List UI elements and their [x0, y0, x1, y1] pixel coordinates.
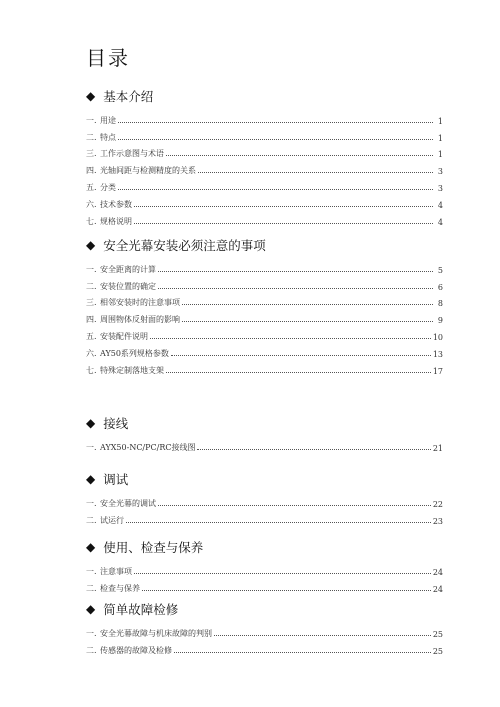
toc-entry[interactable] [86, 258, 443, 275]
entry-label: 相邻安装时的注意事项 [100, 298, 180, 308]
entry-page-number: 21 [432, 443, 443, 453]
entry-label: 试运行 [100, 515, 124, 525]
toc-entry[interactable] [86, 176, 443, 193]
entry-page-number: 25 [432, 629, 443, 639]
entry-page-number: 22 [432, 499, 443, 509]
entry-label: 分类 [100, 182, 116, 192]
section-heading [86, 414, 443, 432]
diamond-bullet-icon: ◆ [86, 89, 96, 103]
entry-number: 五. [86, 182, 97, 192]
entry-label: 传感器的故障及检修 [100, 645, 172, 655]
dot-leader [214, 634, 431, 636]
dot-leader [134, 572, 431, 574]
entry-number: 三. [86, 298, 97, 308]
section-heading-text: 使用、检查与保养 [103, 540, 204, 555]
dot-leader [158, 270, 433, 272]
entry-page-number: 5 [437, 265, 443, 275]
entry-number: 七. [86, 216, 97, 226]
entry-page-number: 3 [437, 167, 443, 177]
dot-leader [166, 154, 433, 156]
entry-page-number: 24 [432, 567, 443, 577]
entry-page-number: 13 [432, 349, 443, 359]
entry-page-number: 10 [432, 332, 443, 342]
entry-page-number: 9 [437, 316, 443, 326]
entry-page-number: 4 [437, 200, 443, 210]
entry-number: 七. [86, 365, 97, 375]
toc-entry[interactable] [86, 509, 443, 526]
diamond-bullet-icon: ◆ [86, 540, 96, 554]
dot-leader [197, 448, 430, 450]
entry-label: 安全光幕的调试 [100, 498, 156, 508]
entry-label: 工作示意图与术语 [100, 149, 164, 159]
toc-entry[interactable] [86, 492, 443, 509]
entry-number: 五. [86, 331, 97, 341]
diamond-bullet-icon: ◆ [86, 416, 96, 430]
dot-leader [134, 222, 433, 224]
entry-number: 二. [86, 281, 97, 291]
dot-leader [118, 188, 433, 190]
dot-leader [158, 287, 433, 289]
entry-number: 一. [86, 115, 97, 125]
entry-number: 一. [86, 566, 97, 576]
entry-label: 用途 [100, 115, 116, 125]
entry-label: 光轴间距与检测精度的关系 [100, 166, 196, 176]
toc-section-wiring [86, 414, 443, 453]
entry-number: 二. [86, 583, 97, 593]
entry-number: 一. [86, 442, 97, 452]
entry-label: 检查与保养 [100, 583, 140, 593]
section-heading-text: 调试 [103, 472, 129, 487]
entry-label: AYX50-NC/PC/RC接线图 [100, 442, 196, 452]
dot-leader [142, 589, 431, 591]
section-heading-text: 简单故障检修 [103, 602, 179, 617]
toc-entry[interactable] [86, 210, 443, 227]
section-heading-text: 基本介绍 [103, 89, 154, 104]
entry-label: 安全距离的计算 [100, 264, 156, 274]
page-title: 目录 [86, 46, 130, 70]
entry-page-number: 1 [437, 150, 443, 160]
diamond-bullet-icon: ◆ [86, 472, 96, 486]
toc-entry[interactable] [86, 109, 443, 126]
toc-entry[interactable] [86, 342, 443, 359]
entry-number: 三. [86, 149, 97, 159]
entry-page-number: 23 [432, 516, 443, 526]
toc-section-debugging [86, 470, 443, 526]
dot-leader [134, 205, 433, 207]
toc-entry[interactable] [86, 193, 443, 210]
toc-entry[interactable] [86, 308, 443, 325]
entry-label: 特殊定制落地支架 [100, 365, 164, 375]
entry-label: AY50系列规格参数 [100, 348, 169, 358]
entry-label: 安装配件说明 [100, 331, 148, 341]
entry-page-number: 25 [432, 646, 443, 656]
entry-page-number: 1 [437, 116, 443, 126]
entry-number: 二. [86, 515, 97, 525]
dot-leader [150, 337, 431, 339]
entry-number: 一. [86, 264, 97, 274]
toc-entry[interactable] [86, 359, 443, 376]
toc-entry[interactable] [86, 292, 443, 309]
entry-label: 周围物体反射面的影响 [100, 315, 180, 325]
toc-entry[interactable] [86, 159, 443, 176]
section-heading [86, 538, 443, 556]
entry-number: 四. [86, 166, 97, 176]
entry-number: 一. [86, 628, 97, 638]
section-heading [86, 600, 443, 618]
dot-leader [198, 171, 433, 173]
section-heading-text: 接线 [103, 416, 129, 431]
entry-page-number: 4 [437, 217, 443, 227]
entry-label: 特点 [100, 132, 116, 142]
entry-page-number: 6 [437, 282, 443, 292]
section-heading-text: 安全光幕安装必须注意的事项 [103, 238, 266, 253]
entry-label: 安装位置的确定 [100, 281, 156, 291]
dot-leader [171, 354, 431, 356]
entry-label: 注意事项 [100, 566, 132, 576]
toc-entry[interactable] [86, 622, 443, 639]
diamond-bullet-icon: ◆ [86, 238, 96, 252]
toc-section-intro [86, 87, 443, 227]
toc-entry[interactable] [86, 143, 443, 160]
toc-entry[interactable] [86, 577, 443, 594]
toc-entry[interactable] [86, 275, 443, 292]
dot-leader [166, 371, 431, 373]
toc-section-troubleshooting [86, 600, 443, 656]
entry-page-number: 17 [432, 366, 443, 376]
dot-leader [174, 651, 431, 653]
section-heading [86, 470, 443, 488]
entry-label: 安全光幕故障与机床故障的判别 [100, 628, 212, 638]
toc-entry[interactable] [86, 325, 443, 342]
entry-number: 六. [86, 199, 97, 209]
toc-entry[interactable] [86, 126, 443, 143]
entry-page-number: 1 [437, 133, 443, 143]
toc-entry[interactable] [86, 436, 443, 453]
dot-leader [158, 504, 431, 506]
section-heading [86, 236, 443, 254]
toc-entry[interactable] [86, 639, 443, 656]
toc-entry[interactable] [86, 560, 443, 577]
toc-section-maintenance [86, 538, 443, 594]
entry-page-number: 3 [437, 183, 443, 193]
dot-leader [118, 121, 433, 123]
diamond-bullet-icon: ◆ [86, 602, 96, 616]
dot-leader [126, 521, 431, 523]
entry-page-number: 8 [437, 299, 443, 309]
entry-number: 一. [86, 498, 97, 508]
section-heading [86, 87, 443, 105]
dot-leader [182, 320, 433, 322]
dot-leader [118, 138, 433, 140]
entry-label: 技术参数 [100, 199, 132, 209]
entry-number: 四. [86, 315, 97, 325]
entry-label: 规格说明 [100, 216, 132, 226]
entry-number: 二. [86, 645, 97, 655]
entry-page-number: 24 [432, 584, 443, 594]
entry-number: 六. [86, 348, 97, 358]
toc-section-installation [86, 236, 443, 376]
entry-number: 二. [86, 132, 97, 142]
dot-leader [182, 303, 433, 305]
